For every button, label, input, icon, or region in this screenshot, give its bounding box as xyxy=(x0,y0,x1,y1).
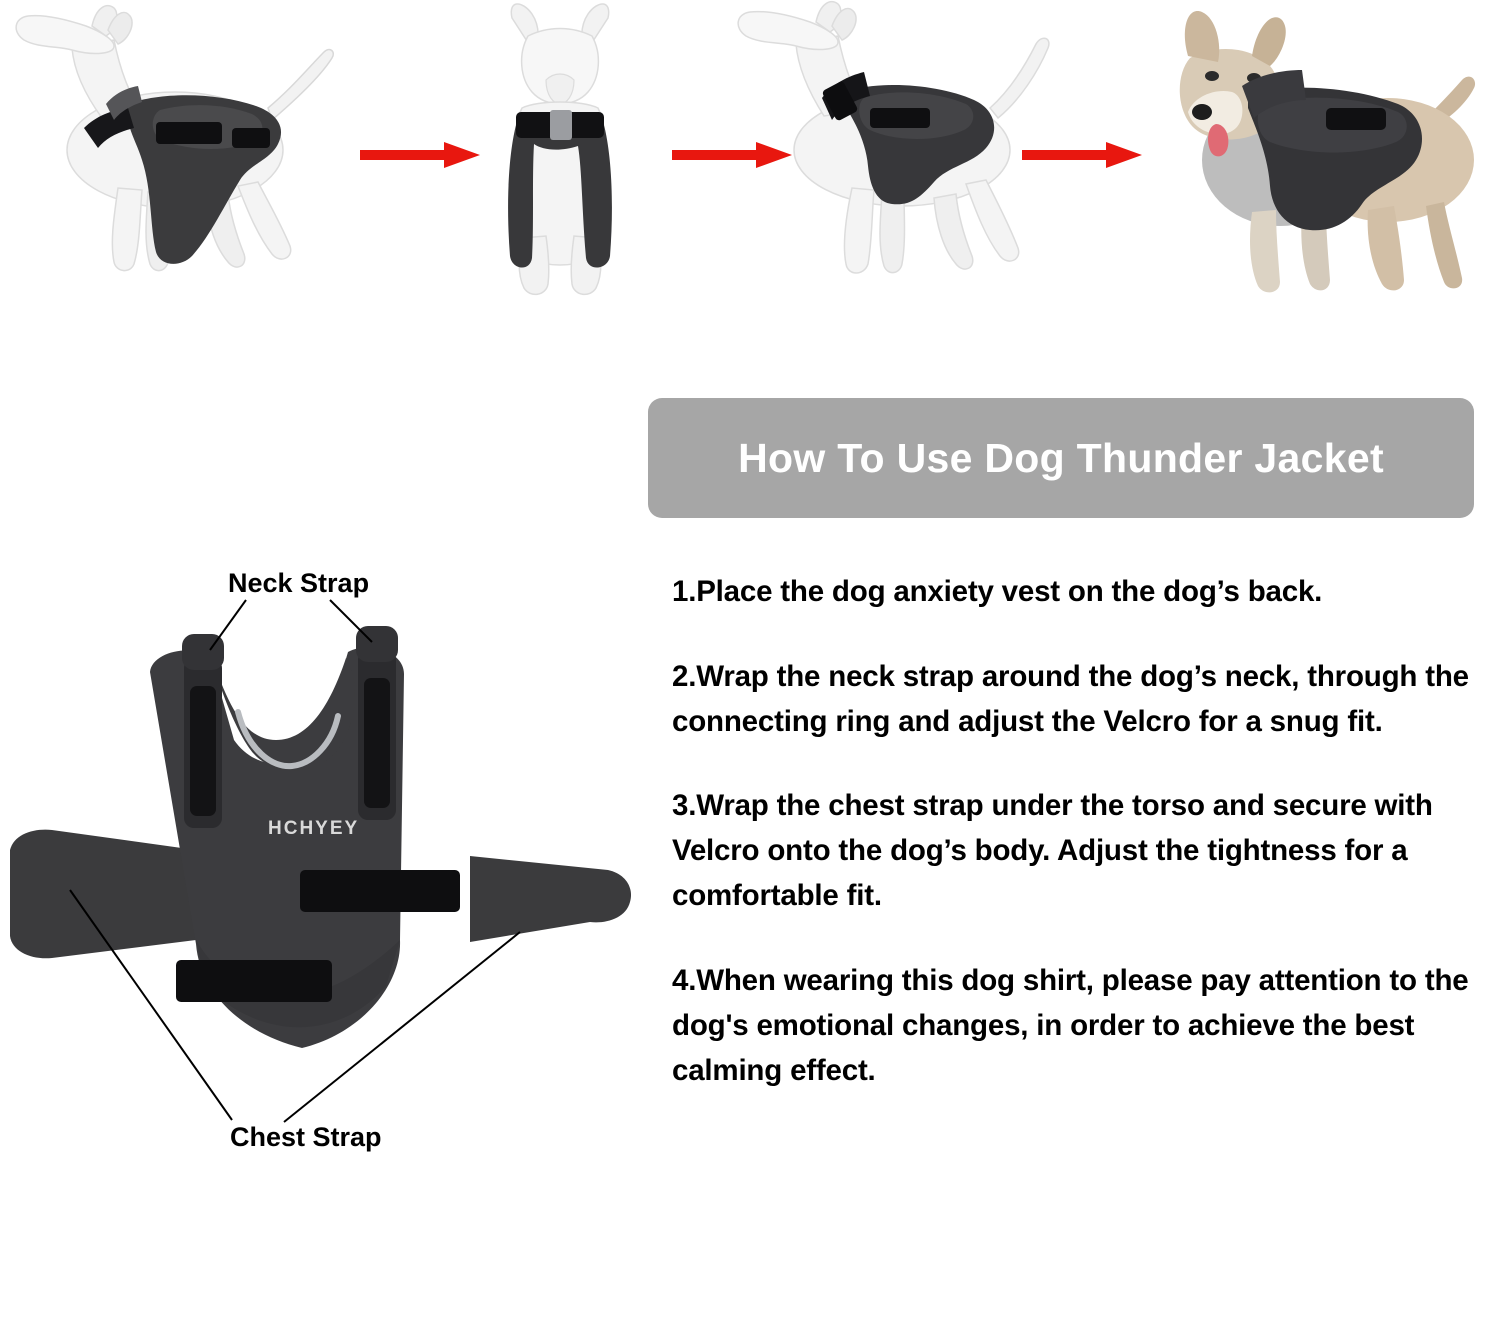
product-diagram xyxy=(0,540,660,1200)
step-4-real-dog-wearing-vest xyxy=(1130,0,1480,310)
instruction-list xyxy=(672,570,1472,1093)
instruction-step-3: 3.Wrap the chest strap under the torso and secure with Velcro onto the dog’s body. Adjust the tightness for a comfortable fit. xyxy=(672,789,1433,913)
step-1-illustration xyxy=(10,0,340,310)
step-3-illustration xyxy=(712,0,1072,310)
step-4-illustration xyxy=(1130,0,1480,310)
instruction-step-4: 4.When wearing this dog shirt, please pay attention to the dog's emotional changes, in order to achieve the best calming effect. xyxy=(672,963,1469,1087)
banner-title: How To Use Dog Thunder Jacket xyxy=(738,434,1384,481)
vest-flat-lay-illustration xyxy=(0,540,660,1200)
step-3-fitted-side-view xyxy=(712,0,1072,310)
step-2-illustration xyxy=(460,0,660,310)
instruction-step-2: 2.Wrap the neck strap around the dog’s neck, through the connecting ring and adjust the Velcro for a snug fit. xyxy=(672,659,1469,738)
step-1-side-view xyxy=(10,0,340,310)
instruction-step-1: 1.Place the dog anxiety vest on the dog’s back. xyxy=(672,575,1323,608)
banner xyxy=(648,398,1474,518)
process-steps-strip xyxy=(0,0,1500,330)
arrow-step-3-to-4 xyxy=(1022,140,1142,170)
brand-logo-text: HCHYEY xyxy=(268,818,360,839)
step-2-front-view xyxy=(460,0,660,310)
chest-strap-label: Chest Strap xyxy=(230,1122,382,1152)
neck-strap-label: Neck Strap xyxy=(228,568,370,598)
